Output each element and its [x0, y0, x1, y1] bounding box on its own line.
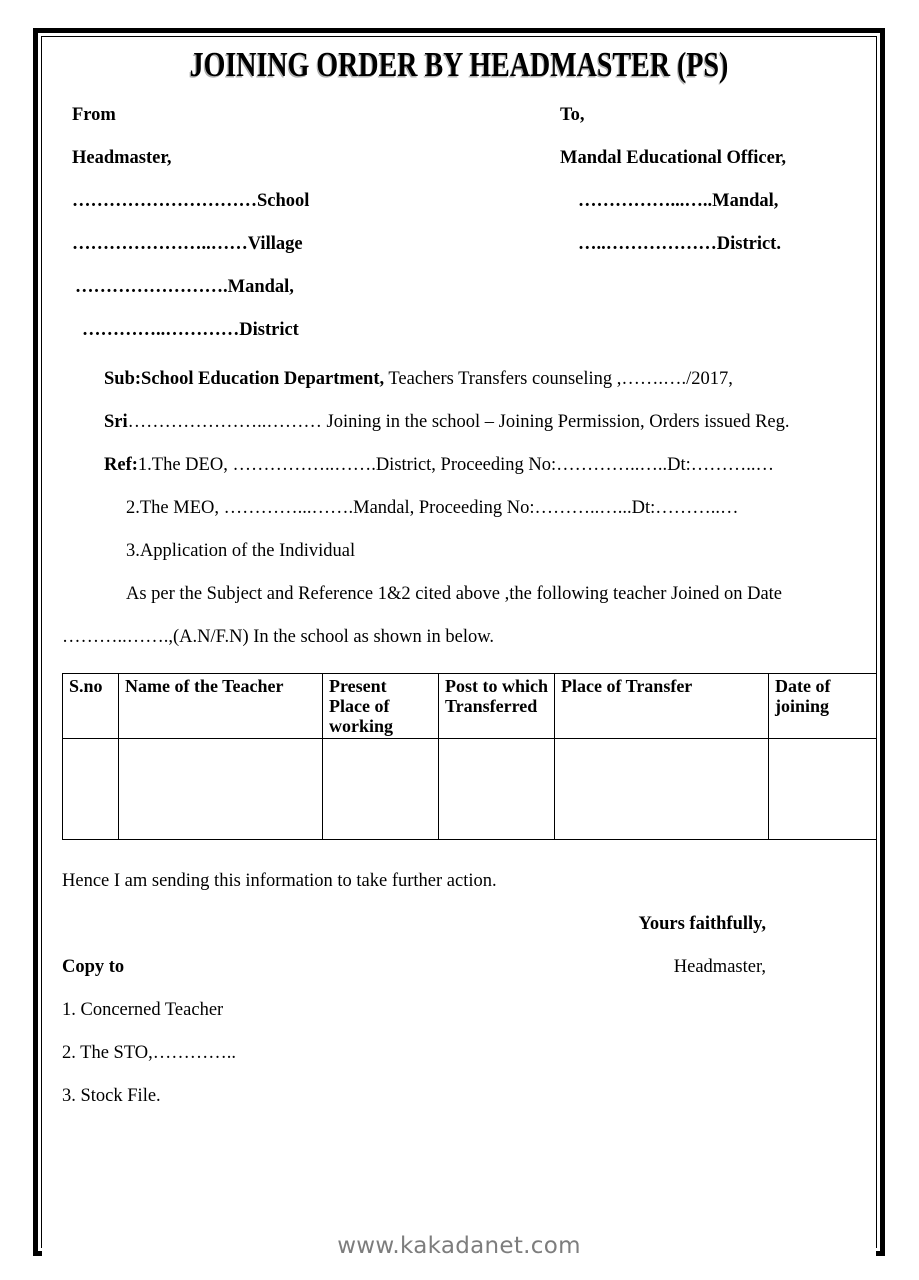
cell-date-joining[interactable] — [769, 739, 877, 840]
teacher-table — [62, 673, 877, 840]
cell-name[interactable] — [119, 739, 323, 840]
column-header-present-place: Present Place of working — [323, 673, 439, 738]
subject-text: Teachers Transfers counseling ,…….…./2017, — [384, 368, 733, 389]
address-block — [60, 106, 858, 366]
cell-place-transfer[interactable] — [555, 739, 769, 840]
reference-label: Ref: — [104, 454, 138, 475]
cell-sno[interactable] — [63, 739, 119, 840]
closing-block — [60, 872, 858, 1130]
sri-text: …………………..……… Joining in the school – Joining Permission, Orders issued Reg. — [127, 411, 790, 432]
page-border-inner — [41, 36, 877, 1259]
column-header-place-transfer: Place of Transfer — [555, 673, 769, 738]
subject-label: Sub: — [104, 368, 142, 389]
table-row — [63, 739, 877, 840]
to-line-district: …..………………District. — [578, 233, 781, 254]
from-line-school: …………………………School — [72, 190, 310, 211]
from-label: From — [72, 104, 116, 125]
cell-post-transferred[interactable] — [439, 739, 555, 840]
copy-to-item-3: 3. Stock File. — [62, 1086, 161, 1107]
closing-note: Hence I am sending this information to take further action. — [62, 871, 497, 892]
from-address — [72, 106, 502, 364]
teacher-table-wrap — [60, 673, 858, 840]
reference-item-1: 1.The DEO, ……………..…….District, Proceeding No:…………..…..Dt:………..… — [137, 454, 775, 475]
from-line-district: …………..…………District — [82, 319, 299, 340]
to-line-officer: Mandal Educational Officer, — [560, 147, 786, 168]
reference-line-2 — [72, 499, 858, 542]
subject-department: School Education Department, — [141, 368, 385, 389]
column-header-sno: S.no — [63, 673, 119, 738]
reference-item-3: 3.Application of the Individual — [126, 540, 356, 561]
yours-faithfully: Yours faithfully, — [638, 914, 766, 935]
copy-to-label: Copy to — [62, 957, 125, 978]
site-watermark: www.kakadanet.com — [42, 1231, 876, 1261]
copy-to-item-2: 2. The STO,………….. — [62, 1043, 237, 1064]
column-header-post-transferred: Post to which Transferred — [439, 673, 555, 738]
to-line-mandal: ……………...…..Mandal, — [578, 190, 779, 211]
sri-line — [72, 413, 858, 456]
table-header-row — [63, 673, 877, 738]
from-line-headmaster: Headmaster, — [72, 147, 172, 168]
sri-label: Sri — [104, 411, 128, 432]
reference-line-1 — [72, 456, 858, 499]
page-border-outer — [33, 28, 885, 1259]
copy-to-row — [62, 958, 858, 1001]
from-line-village: …………………..……Village — [72, 233, 303, 254]
to-label: To, — [560, 104, 585, 125]
statement-line-1: As per the Subject and Reference 1&2 cited above ,the following teacher Joined on Date — [126, 583, 783, 604]
statement-line-2: ………..…….,(A.N/F.N) In the school as shown in below. — [62, 626, 495, 647]
reference-item-2: 2.The MEO, …………...…….Mandal, Proceeding No:………..…...Dt:………..… — [126, 497, 739, 518]
subject-reference-block — [60, 370, 858, 671]
to-address — [560, 106, 890, 278]
cell-present-place[interactable] — [323, 739, 439, 840]
column-header-date-joining: Date of joining — [769, 673, 877, 738]
signatory: Headmaster, — [673, 957, 766, 978]
reference-line-3 — [72, 542, 858, 585]
copy-to-item-1: 1. Concerned Teacher — [62, 1000, 224, 1021]
column-header-name: Name of the Teacher — [119, 673, 323, 738]
page-title: JOINING ORDER BY HEADMASTER (PS) — [189, 45, 729, 84]
from-line-mandal: …………………….Mandal, — [75, 276, 294, 297]
subject-line — [72, 370, 858, 413]
